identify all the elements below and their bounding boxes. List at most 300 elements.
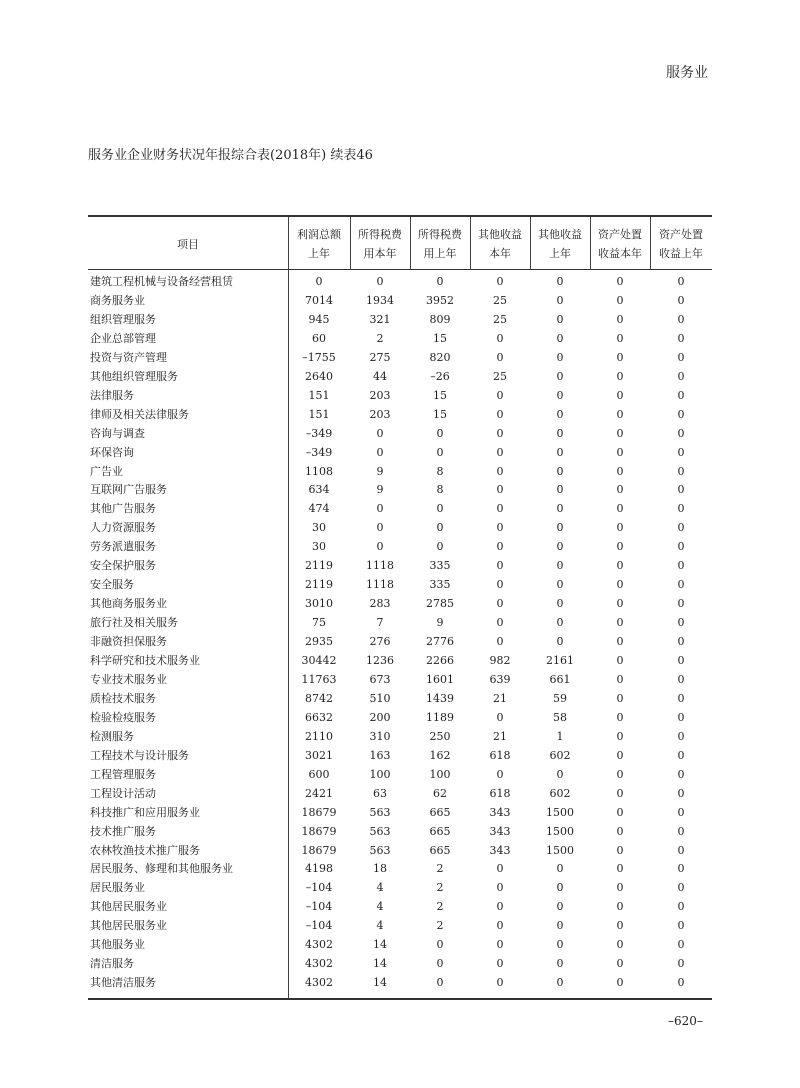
cell-value: –1755 (302, 350, 336, 364)
cell-value: 18 (373, 862, 387, 876)
cell-value: 0 (556, 445, 564, 459)
cell-value: 0 (677, 578, 685, 592)
cell-value: 0 (616, 748, 624, 762)
cell-value: 0 (436, 540, 444, 554)
cell-value: 0 (556, 635, 564, 649)
row-label: 劳务派遣服务 (90, 540, 156, 554)
cell-value: 0 (496, 938, 504, 952)
cell-value: 21 (493, 729, 507, 743)
cell-value: 0 (616, 654, 624, 667)
cell-value: 9 (376, 464, 384, 478)
row-label: 其他居民服务业 (90, 900, 167, 914)
cell-value: 0 (677, 900, 685, 914)
cell-value: 0 (616, 957, 624, 971)
table-row (88, 348, 712, 367)
cell-value: 634 (308, 483, 330, 497)
cell-value: 3010 (305, 597, 333, 611)
cell-value: 0 (616, 426, 624, 440)
table-row (88, 973, 712, 992)
cell-value: 0 (376, 540, 384, 554)
cell-value: 0 (496, 331, 504, 345)
cell-value: 0 (616, 786, 624, 800)
row-label: 企业总部管理 (90, 331, 156, 345)
cell-value: 163 (369, 748, 391, 762)
cell-value: 0 (616, 521, 624, 535)
cell-value: 673 (369, 672, 391, 686)
cell-value: 2 (436, 881, 444, 895)
cell-value: 0 (496, 559, 504, 573)
cell-value: 0 (677, 729, 685, 743)
cell-value: 0 (677, 654, 685, 667)
cell-value: 275 (369, 350, 391, 364)
cell-value: 18679 (301, 824, 337, 838)
cell-value: 0 (616, 597, 624, 611)
cell-value: 0 (376, 426, 384, 440)
table-row (88, 689, 712, 708)
cell-value: 2266 (426, 654, 454, 667)
cell-value: 58 (553, 710, 567, 724)
table-row (88, 462, 712, 481)
column-header-line: 用本年 (363, 247, 397, 260)
table-row (88, 480, 712, 499)
cell-value: 0 (616, 293, 624, 307)
cell-value: 0 (677, 824, 685, 838)
cell-value: 18679 (301, 843, 337, 857)
table-row (88, 424, 712, 443)
cell-value: 0 (616, 691, 624, 705)
cell-value: 0 (677, 786, 685, 800)
cell-value: 0 (677, 767, 685, 781)
cell-value: 0 (556, 559, 564, 573)
cell-value: 0 (556, 312, 564, 326)
cell-value: 200 (369, 710, 391, 724)
cell-value: 0 (496, 635, 504, 649)
cell-value: 0 (677, 293, 685, 307)
cell-value: 25 (493, 293, 507, 307)
column-header-line: 用上年 (423, 247, 457, 260)
cell-value: 474 (308, 502, 330, 516)
cell-value: 4 (376, 900, 384, 914)
table-top-rule (88, 215, 712, 217)
cell-value: 335 (429, 578, 451, 592)
cell-value: 3021 (305, 748, 333, 762)
page-number: –620– (668, 1014, 703, 1028)
cell-value: 0 (616, 483, 624, 497)
cell-value: 0 (677, 881, 685, 895)
cell-value: 14 (373, 938, 387, 952)
cell-value: 0 (677, 710, 685, 724)
cell-value: 0 (556, 881, 564, 895)
cell-value: 2 (376, 331, 384, 345)
cell-value: 0 (556, 900, 564, 914)
cell-value: 0 (616, 540, 624, 554)
cell-value: 0 (496, 540, 504, 554)
cell-value: 0 (677, 957, 685, 971)
table-row (88, 367, 712, 386)
cell-value: 0 (616, 331, 624, 345)
cell-value: 9 (376, 483, 384, 497)
cell-value: 14 (373, 957, 387, 971)
column-header-line: 所得税费 (358, 228, 402, 241)
cell-value: 0 (496, 597, 504, 611)
cell-value: 0 (496, 350, 504, 364)
cell-value: 3952 (426, 293, 454, 307)
cell-value: 15 (433, 407, 447, 421)
cell-value: 0 (616, 919, 624, 933)
cell-value: 30 (312, 521, 326, 535)
table-row (88, 878, 712, 897)
column-header-line: 上年 (549, 247, 571, 260)
cell-value: 0 (616, 578, 624, 592)
cell-value: 0 (677, 426, 685, 440)
cell-value: 0 (616, 672, 624, 686)
cell-value: 0 (677, 805, 685, 819)
cell-value: 661 (549, 672, 571, 686)
cell-value: 7 (376, 616, 384, 630)
cell-value: 0 (556, 350, 564, 364)
table-row (88, 329, 712, 348)
table-row (88, 443, 712, 462)
cell-value: 0 (436, 976, 444, 990)
cell-value: 0 (677, 597, 685, 611)
cell-value: 15 (433, 388, 447, 402)
cell-value: 15 (433, 331, 447, 345)
cell-value: 335 (429, 559, 451, 573)
cell-value: 2161 (546, 654, 574, 667)
cell-value: 0 (677, 350, 685, 364)
cell-value: 151 (308, 407, 330, 421)
column-header (650, 223, 712, 265)
table-row (88, 556, 712, 575)
row-label: 旅行社及相关服务 (90, 616, 178, 630)
cell-value: 59 (553, 691, 567, 705)
cell-value: 0 (677, 445, 685, 459)
column-header-line: 上年 (308, 247, 330, 260)
cell-value: 0 (677, 369, 685, 383)
table-title: 服务业企业财务状况年报综合表(2018年) 续表46 (88, 148, 373, 163)
column-header-line: 其他收益 (478, 228, 522, 241)
cell-value: 0 (436, 426, 444, 440)
row-label: 广告业 (90, 464, 123, 478)
table-row (88, 897, 712, 916)
column-header (530, 223, 590, 265)
cell-value: 0 (616, 729, 624, 743)
cell-value: 0 (496, 710, 504, 724)
cell-value: 0 (556, 464, 564, 478)
column-header (88, 223, 288, 265)
cell-value: 2935 (305, 635, 333, 649)
table-row (88, 575, 712, 594)
cell-value: –349 (305, 426, 333, 440)
cell-value: 0 (677, 938, 685, 952)
cell-value: 203 (369, 407, 391, 421)
row-label: 其他清洁服务 (90, 976, 156, 990)
cell-value: 945 (308, 312, 330, 326)
cell-value: 0 (436, 445, 444, 459)
row-label: 建筑工程机械与设备经营租赁 (90, 275, 233, 288)
column-header (470, 223, 530, 265)
column-header-line: 资产处置 (659, 228, 703, 241)
cell-value: 0 (616, 616, 624, 630)
table-row (88, 537, 712, 556)
table-row (88, 784, 712, 803)
cell-value: 343 (489, 843, 511, 857)
cell-value: 0 (616, 464, 624, 478)
row-label: 律师及相关法律服务 (90, 407, 189, 421)
cell-value: 0 (556, 426, 564, 440)
cell-value: 321 (369, 312, 391, 326)
table-row (88, 386, 712, 405)
column-header (590, 223, 650, 265)
cell-value: 0 (496, 502, 504, 516)
row-label: 科技推广和应用服务业 (90, 805, 200, 819)
cell-value: 0 (496, 862, 504, 876)
cell-value: 0 (556, 540, 564, 554)
cell-value: 0 (556, 616, 564, 630)
column-header-line: 其他收益 (538, 228, 582, 241)
cell-value: 0 (616, 976, 624, 990)
cell-value: 0 (616, 767, 624, 781)
cell-value: 25 (493, 369, 507, 383)
cell-value: 1500 (546, 824, 574, 838)
row-label: 互联网广告服务 (90, 483, 167, 497)
cell-value: 162 (429, 748, 451, 762)
row-label: 清洁服务 (90, 957, 134, 971)
row-label: 检测服务 (90, 729, 134, 743)
row-label: 工程设计活动 (90, 786, 156, 800)
cell-value: 343 (489, 805, 511, 819)
cell-value: 4302 (305, 957, 333, 971)
cell-value: 276 (369, 635, 391, 649)
row-label: 咨询与调查 (90, 426, 145, 440)
cell-value: 8742 (305, 691, 333, 705)
row-label: 其他居民服务业 (90, 919, 167, 933)
cell-value: 4 (376, 919, 384, 933)
cell-value: 0 (556, 502, 564, 516)
column-header-line: 项目 (177, 237, 199, 251)
cell-value: 2 (436, 919, 444, 933)
cell-value: 665 (429, 843, 451, 857)
cell-value: 1189 (426, 710, 454, 724)
cell-value: 0 (616, 824, 624, 838)
row-label: 技术推广服务 (90, 824, 156, 838)
cell-value: 0 (677, 843, 685, 857)
table-row (88, 803, 712, 822)
cell-value: 8 (436, 464, 444, 478)
cell-value: 0 (616, 445, 624, 459)
cell-value: 0 (376, 445, 384, 459)
cell-value: 0 (616, 369, 624, 383)
table-row (88, 859, 712, 878)
cell-value: 0 (556, 919, 564, 933)
cell-value: 0 (677, 540, 685, 554)
cell-value: 21 (493, 691, 507, 705)
column-header-line: 资产处置 (598, 228, 642, 241)
cell-value: 0 (496, 483, 504, 497)
cell-value: 1 (556, 729, 564, 743)
cell-value: 1601 (426, 672, 454, 686)
cell-value: 2 (436, 862, 444, 876)
cell-value: 0 (496, 275, 504, 288)
cell-value: 203 (369, 388, 391, 402)
cell-value: 0 (677, 407, 685, 421)
cell-value: 0 (436, 938, 444, 952)
row-label: 组织管理服务 (90, 312, 156, 326)
cell-value: 0 (616, 710, 624, 724)
cell-value: 0 (616, 350, 624, 364)
cell-value: 75 (312, 616, 326, 630)
cell-value: 14 (373, 976, 387, 990)
row-label: 环保咨询 (90, 445, 134, 459)
column-header-line: 收益上年 (659, 247, 703, 260)
cell-value: 0 (677, 464, 685, 478)
cell-value: 0 (556, 369, 564, 383)
cell-value: 0 (616, 502, 624, 516)
cell-value: 0 (436, 502, 444, 516)
cell-value: 0 (616, 938, 624, 952)
row-label: 投资与资产管理 (90, 350, 167, 364)
cell-value: 6632 (305, 710, 333, 724)
cell-value: 0 (677, 388, 685, 402)
cell-value: 0 (677, 976, 685, 990)
cell-value: 0 (556, 767, 564, 781)
cell-value: 618 (489, 786, 511, 800)
cell-value: 1934 (366, 293, 394, 307)
cell-value: 639 (489, 672, 511, 686)
row-label: 非融资担保服务 (90, 635, 167, 649)
cell-value: 0 (677, 919, 685, 933)
cell-value: 2 (436, 900, 444, 914)
cell-value: 0 (496, 976, 504, 990)
cell-value: 0 (677, 616, 685, 630)
cell-value: 4198 (305, 862, 333, 876)
cell-value: 0 (677, 559, 685, 573)
cell-value: 0 (556, 957, 564, 971)
cell-value: 0 (556, 388, 564, 402)
cell-value: 2421 (305, 786, 333, 800)
cell-value: 0 (616, 275, 624, 288)
cell-value: 0 (315, 275, 323, 288)
cell-value: 7014 (305, 293, 333, 307)
cell-value: 0 (496, 407, 504, 421)
cell-value: 0 (496, 957, 504, 971)
cell-value: 4302 (305, 976, 333, 990)
cell-value: 151 (308, 388, 330, 402)
row-label: 人力资源服务 (90, 521, 156, 535)
cell-value: 0 (496, 578, 504, 592)
cell-value: 982 (489, 654, 511, 667)
column-header (350, 223, 410, 265)
cell-value: 0 (496, 919, 504, 933)
cell-value: 62 (433, 786, 447, 800)
cell-value: 0 (616, 559, 624, 573)
cell-value: 0 (496, 767, 504, 781)
cell-value: 563 (369, 805, 391, 819)
cell-value: 618 (489, 748, 511, 762)
row-label: 法律服务 (90, 388, 134, 402)
cell-value: 1500 (546, 843, 574, 857)
cell-value: 100 (369, 767, 391, 781)
cell-value: 2785 (426, 597, 454, 611)
row-label: 工程技术与设计服务 (90, 748, 189, 762)
cell-value: 0 (677, 672, 685, 686)
table-row (88, 272, 712, 291)
column-header-line: 收益本年 (598, 247, 642, 260)
cell-value: 44 (373, 369, 387, 383)
cell-value: 0 (496, 900, 504, 914)
table-row (88, 765, 712, 784)
cell-value: 0 (496, 426, 504, 440)
row-label: 质检技术服务 (90, 691, 156, 705)
cell-value: 0 (556, 597, 564, 611)
cell-value: 0 (376, 275, 384, 288)
cell-value: 0 (677, 748, 685, 762)
cell-value: 250 (429, 729, 451, 743)
row-label: 检验检疫服务 (90, 710, 156, 724)
table-row (88, 594, 712, 613)
row-label: 居民服务、修理和其他服务业 (90, 862, 233, 876)
cell-value: 1118 (366, 559, 394, 573)
cell-value: 2110 (305, 729, 333, 743)
table-bottom-rule (88, 998, 712, 1000)
cell-value: 665 (429, 824, 451, 838)
cell-value: 9 (436, 616, 444, 630)
cell-value: 63 (373, 786, 387, 800)
cell-value: 0 (556, 407, 564, 421)
row-label: 工程管理服务 (90, 767, 156, 781)
column-header (288, 223, 350, 265)
cell-value: 0 (616, 805, 624, 819)
cell-value: 600 (308, 767, 330, 781)
cell-value: 0 (677, 331, 685, 345)
table-row (88, 670, 712, 689)
column-header-line: 利润总额 (297, 228, 341, 241)
table-row (88, 310, 712, 329)
cell-value: 0 (616, 635, 624, 649)
table-row (88, 841, 712, 860)
cell-value: 0 (616, 862, 624, 876)
table-row (88, 518, 712, 537)
cell-value: 0 (496, 464, 504, 478)
table-row (88, 632, 712, 651)
cell-value: 1118 (366, 578, 394, 592)
cell-value: 30442 (301, 654, 337, 667)
row-label: 其他广告服务 (90, 502, 156, 516)
cell-value: 343 (489, 824, 511, 838)
cell-value: 0 (616, 843, 624, 857)
row-label: 农林牧渔技术推广服务 (90, 843, 200, 857)
cell-value: 4 (376, 881, 384, 895)
cell-value: 0 (556, 275, 564, 288)
table-row (88, 746, 712, 765)
table-row (88, 822, 712, 841)
cell-value: 0 (556, 862, 564, 876)
cell-value: 665 (429, 805, 451, 819)
row-label: 安全保护服务 (90, 559, 156, 573)
cell-value: 0 (496, 616, 504, 630)
cell-value: 283 (369, 597, 391, 611)
cell-value: 563 (369, 824, 391, 838)
cell-value: 2119 (305, 578, 333, 592)
row-label: 其他组织管理服务 (90, 369, 178, 383)
cell-value: 2776 (426, 635, 454, 649)
cell-value: 30 (312, 540, 326, 554)
table-row (88, 954, 712, 973)
cell-value: –104 (305, 919, 333, 933)
cell-value: 0 (556, 976, 564, 990)
cell-value: 0 (496, 388, 504, 402)
cell-value: 11763 (301, 672, 337, 686)
